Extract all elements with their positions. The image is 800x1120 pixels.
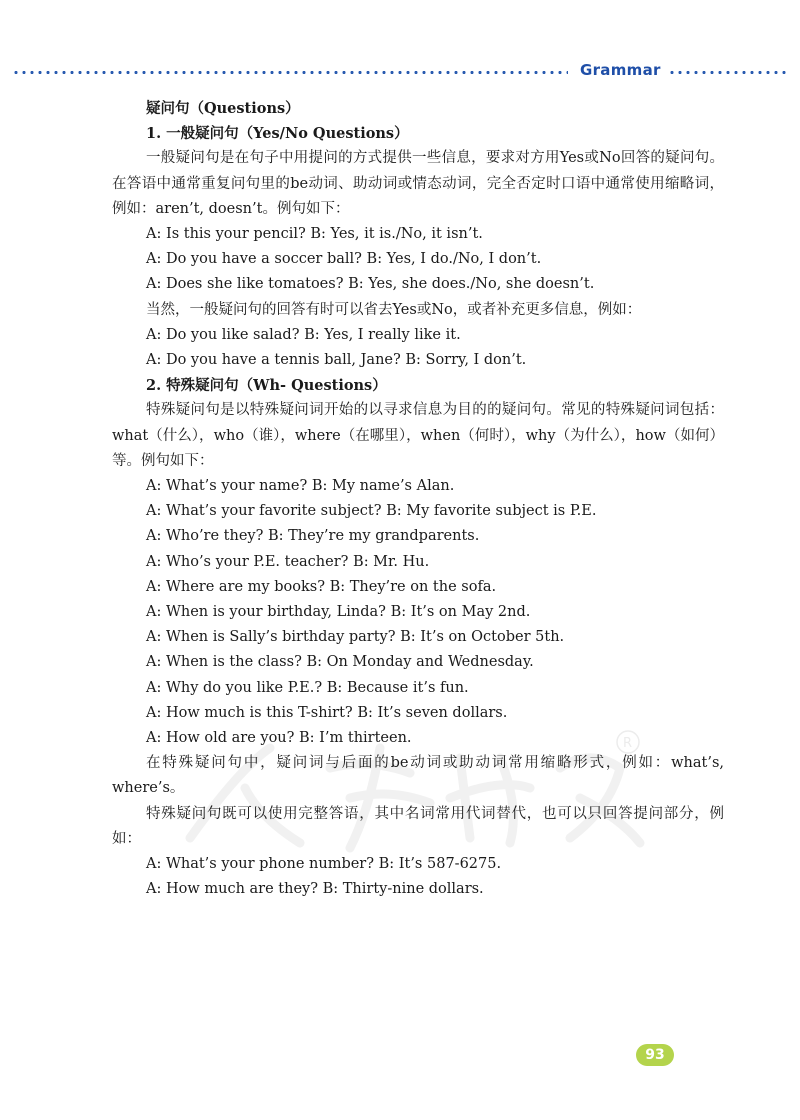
- section-label: Grammar: [580, 61, 661, 79]
- example-line: A: Do you have a tennis ball, Jane? B: Sorry, I don’t.: [146, 352, 527, 369]
- example-line: A: Is this your pencil? B: Yes, it is./No, it isn’t.: [146, 226, 483, 243]
- example-line: A: How old are you? B: I’m thirteen.: [146, 730, 412, 747]
- example-line: A: Where are my books? B: They’re on the sofa.: [146, 578, 497, 595]
- paragraph-wh-intro: 特殊疑问句是以特殊疑问词开始的以寻求信息为目的的疑问句。常见的特殊疑问词包括：what（什么），who（谁），where（在哪里），when（何时），why（为什么），how（如何）等。例句如下：: [112, 402, 724, 469]
- header-dotted-rule-left: [12, 71, 568, 74]
- example-line: A: Do you like salad? B: Yes, I really like it.: [146, 326, 461, 343]
- example-line: A: When is Sally’s birthday party? B: It’s on October 5th.: [146, 629, 565, 646]
- heading-wh-questions: 2. 特殊疑问句（Wh- Questions）: [146, 377, 387, 395]
- example-line: A: When is your birthday, Linda? B: It’s on May 2nd.: [146, 604, 531, 621]
- page-header: [0, 62, 800, 82]
- page-number-badge: 93: [636, 1044, 674, 1066]
- heading-yes-no-questions: 1. 一般疑问句（Yes/No Questions）: [146, 125, 409, 143]
- example-line: A: Why do you like P.E.? B: Because it’s fun.: [146, 679, 469, 696]
- example-line: A: How much are they? B: Thirty-nine dollars.: [146, 881, 484, 898]
- example-line: A: When is the class? B: On Monday and Wednesday.: [146, 654, 534, 671]
- main-content: [112, 96, 724, 903]
- example-line: A: Do you have a soccer ball? B: Yes, I do./No, I don’t.: [146, 251, 542, 268]
- example-line: A: Who’re they? B: They’re my grandparents.: [146, 528, 480, 545]
- example-line: A: What’s your name? B: My name’s Alan.: [146, 478, 455, 495]
- page-title: 疑问句（Questions）: [146, 100, 300, 117]
- example-line: A: Who’s your P.E. teacher? B: Mr. Hu.: [146, 553, 430, 570]
- paragraph-yes-no-note: 当然，一般疑问句的回答有时可以省去Yes或No，或者补充更多信息，例如：: [146, 301, 642, 318]
- example-line: A: What’s your phone number? B: It’s 587-6275.: [146, 856, 502, 873]
- example-line: A: How much is this T-shirt? B: It’s seven dollars.: [146, 704, 508, 721]
- paragraph-wh-note-answers: 特殊疑问句既可以使用完整答语，其中名词常用代词替代，也可以只回答提问部分，例如：: [112, 805, 724, 847]
- paragraph-wh-note-contractions: 在特殊疑问句中，疑问词与后面的be动词或助动词常用缩略形式，例如：what’s, where’s。: [112, 755, 724, 797]
- example-line: A: What’s your favorite subject? B: My favorite subject is P.E.: [146, 503, 597, 520]
- svg-text:R: R: [623, 736, 633, 751]
- header-dotted-rule-right: [668, 71, 790, 74]
- example-line: A: Does she like tomatoes? B: Yes, she does./No, she doesn’t.: [146, 276, 595, 293]
- paragraph-yes-no-intro: 一般疑问句是在句子中用提问的方式提供一些信息，要求对方用Yes或No回答的疑问句。在答语中通常重复问句里的be动词、助动词或情态动词，完全否定时口语中通常使用缩略词，例如：aren’t, doesn’t。例句如下：: [112, 150, 724, 217]
